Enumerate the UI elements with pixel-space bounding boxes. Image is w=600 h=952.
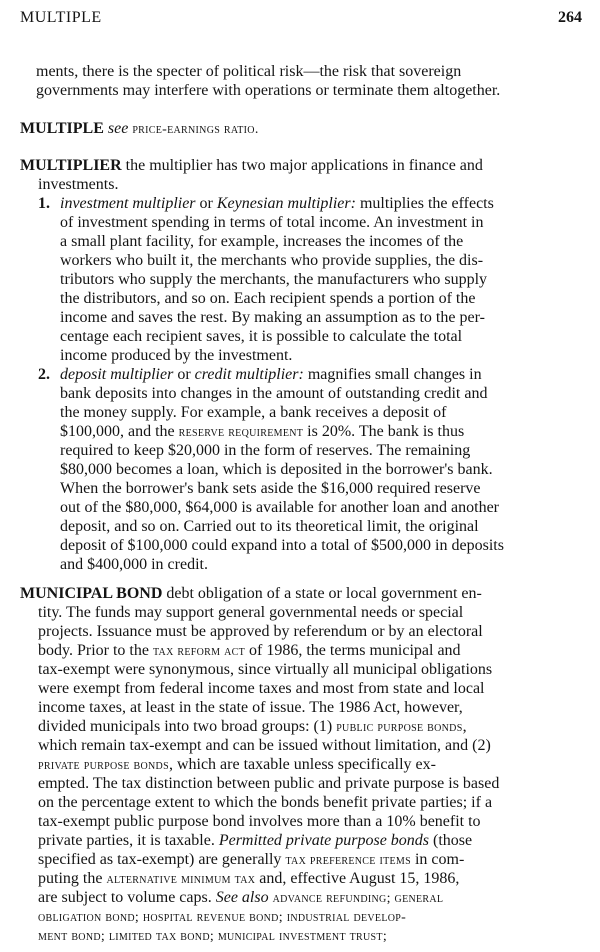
cross-reference-link[interactable]: reserve requirement — [178, 425, 304, 440]
body-line: income produced by the investment. — [60, 347, 293, 364]
body-line: of investment spending in terms of total income. An investment in — [60, 214, 484, 231]
body-line: governments may interfere with operations or terminate them altogether. — [36, 82, 501, 99]
body-line: divided municipals into two broad groups: (1) public purpose bonds, — [38, 718, 467, 735]
list-item-1: 1. investment multiplier or Keynesian multiplier: multiplies the effects — [38, 195, 494, 212]
list-number: 2. — [38, 366, 50, 383]
entry-term: MULTIPLIER — [20, 157, 122, 174]
list-number: 1. — [38, 195, 50, 212]
cross-reference-link[interactable]: tax preference items — [285, 853, 411, 868]
cross-reference-link[interactable]: price-earnings ratio. — [132, 122, 259, 137]
body-line: $80,000 becomes a loan, which is deposited in the borrower's bank. — [60, 461, 493, 478]
cross-reference-link[interactable]: ment bond; limited tax bond; municipal investment trust; — [38, 929, 388, 944]
body-line: When the borrower's bank sets aside the $16,000 required reserve — [60, 480, 481, 497]
body-line: body. Prior to the tax reform act of 1986, the terms municipal and — [38, 642, 461, 659]
cross-reference-link[interactable]: obligation bond; hospital revenue bond; industrial develop- — [38, 910, 407, 925]
body-line: private purpose bonds, which are taxable unless specifically ex- — [38, 756, 436, 773]
body-line — [38, 907, 406, 927]
body-line: tity. The funds may support general governmental needs or special — [38, 604, 464, 621]
body-line: and $400,000 in credit. — [60, 556, 208, 573]
body-line: $100,000, and the reserve requirement is 20%. The bank is thus — [60, 423, 465, 440]
body-line: private parties, it is taxable. Permitted private purpose bonds (those — [38, 832, 473, 849]
running-head: MULTIPLE — [20, 9, 102, 26]
body-line: a small plant facility, for example, increases the incomes of the — [60, 233, 464, 250]
body-line: centage each recipient saves, it is possible to calculate the total — [60, 328, 463, 345]
body-line: puting the alternative minimum tax and, effective August 15, 1986, — [38, 870, 460, 887]
body-line: income taxes, at least in the state of issue. The 1986 Act, however, — [38, 699, 463, 716]
body-line: the money supply. For example, a bank receives a deposit of — [60, 404, 447, 421]
cross-reference-link[interactable]: public purpose bonds — [336, 720, 463, 735]
body-line: workers who built it, the merchants who provide supplies, the dis- — [60, 252, 484, 269]
entry-multiple: MULTIPLE see price-earnings ratio. — [20, 120, 259, 137]
page-number: 264 — [558, 9, 582, 26]
body-line: empted. The tax distinction between public and private purpose is based — [38, 775, 500, 792]
body-line: the distributors, and so on. Each recipient spends a portion of the — [60, 290, 476, 307]
body-line: tributors who supply the merchants, the manufacturers who supply — [60, 271, 488, 288]
page-header — [20, 8, 582, 30]
body-line: which remain tax-exempt and can be issued without limitation, and (2) — [38, 737, 491, 754]
body-line: income and saves the rest. By making an assumption as to the per- — [60, 309, 485, 326]
body-line: were exempt from federal income taxes and most from state and local — [38, 680, 485, 697]
cross-reference-link[interactable]: advance refunding; general — [272, 891, 444, 906]
cross-reference-link[interactable]: alternative minimum tax — [106, 872, 256, 887]
entry-multiplier: MULTIPLIER the multiplier has two major applications in finance and — [20, 157, 483, 174]
entry-term: MUNICIPAL BOND — [20, 585, 163, 602]
body-line: tax-exempt public purpose bond involves more than a 10% benefit to — [38, 813, 481, 830]
cross-reference-link[interactable]: tax reform act — [152, 644, 246, 659]
body-line: required to keep $20,000 in the form of reserves. The remaining — [60, 442, 471, 459]
body-line: on the percentage extent to which the bonds benefit private parties; if a — [38, 794, 493, 811]
body-line: projects. Issuance must be approved by referendum or by an electoral — [38, 623, 483, 640]
body-line: out of the $80,000, $64,000 is available for another loan and another — [60, 499, 499, 516]
body-line: specified as tax-exempt) are generally tax preference items in com- — [38, 851, 465, 868]
entry-municipal-bond: MUNICIPAL BOND debt obligation of a state or local government en- — [20, 585, 482, 602]
body-line: ments, there is the specter of political risk—the risk that sovereign — [36, 63, 462, 80]
cross-reference-link[interactable]: private purpose bonds — [38, 758, 169, 773]
entry-term: MULTIPLE — [20, 120, 104, 137]
body-line: bank deposits into changes in the amount of outstanding credit and — [60, 385, 488, 402]
body-line: deposit, and so on. Carried out to its theoretical limit, the original — [60, 518, 479, 535]
body-line — [38, 926, 387, 946]
body-line: tax-exempt were synonymous, since virtually all municipal obligations — [38, 661, 493, 678]
body-line: deposit of $100,000 could expand into a total of $500,000 in deposits — [60, 537, 504, 554]
body-line: investments. — [38, 176, 119, 193]
body-line: are subject to volume caps. See also advance refunding; general — [38, 889, 444, 906]
list-item-2: 2. deposit multiplier or credit multiplier: magnifies small changes in — [38, 366, 482, 383]
